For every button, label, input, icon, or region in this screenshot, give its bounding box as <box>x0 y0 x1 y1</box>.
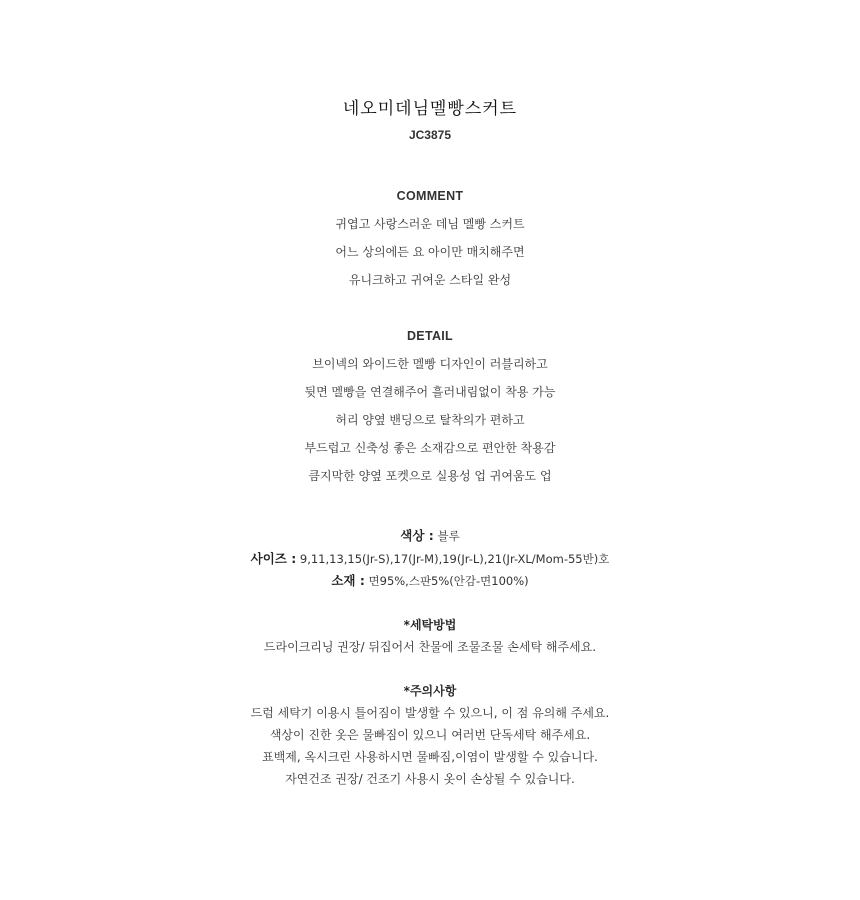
size-label: 사이즈 : <box>250 551 297 566</box>
color-spec <box>0 527 860 545</box>
size-value: 9,11,13,15(Jr-S),17(Jr-M),19(Jr-L),21(Jr-XL/Mom-55반)호 <box>299 552 610 566</box>
comment-line: 귀엽고 사랑스러운 데님 멜빵 스커트 <box>335 217 525 231</box>
detail-line: 브이넥의 와이드한 멜빵 디자인이 러블리하고 <box>312 357 548 371</box>
caution-line: 색상이 진한 옷은 물빠짐이 있으니 여러번 단독세탁 해주세요. <box>269 728 591 742</box>
comment-line: 어느 상의에든 요 아이만 매치해주면 <box>335 245 525 259</box>
material-spec <box>0 572 860 590</box>
detail-line: 부드럽고 신축성 좋은 소재감으로 편안한 착용감 <box>304 441 556 455</box>
material-value: 면95%,스판5%(안감-면100%) <box>368 574 529 588</box>
caution-line: 자연건조 권장/ 건조기 사용시 옷이 손상될 수 있습니다. <box>285 772 575 786</box>
detail-line: 큼지막한 양옆 포켓으로 실용성 업 귀여움도 업 <box>308 469 552 483</box>
caution-heading: *주의사항 <box>403 684 457 698</box>
caution-line: 드럼 세탁기 이용시 틀어짐이 발생할 수 있으니, 이 점 유의해 주세요. <box>250 706 610 720</box>
comment-heading: COMMENT <box>396 189 464 203</box>
detail-line: 허리 양옆 밴딩으로 탈착의가 편하고 <box>335 413 525 427</box>
comment-line: 유니크하고 귀여운 스타일 완성 <box>348 273 512 287</box>
detail-heading: DETAIL <box>406 329 453 343</box>
washing-line: 드라이크리닝 권장/ 뒤집어서 찬물에 조물조물 손세탁 해주세요. <box>263 640 597 654</box>
product-code: JC3875 <box>408 128 452 142</box>
color-label: 색상 : <box>400 528 434 543</box>
caution-line: 표백제, 옥시크린 사용하시면 물빠짐,이염이 발생할 수 있습니다. <box>262 750 598 764</box>
product-name: 네오미데님멜빵스커트 <box>342 99 518 119</box>
size-spec <box>0 550 860 568</box>
detail-line: 뒷면 멜빵을 연결해주어 흘러내림없이 착용 가능 <box>304 385 556 399</box>
color-value: 블루 <box>437 529 460 543</box>
material-label: 소재 : <box>331 573 365 588</box>
washing-heading: *세탁방법 <box>403 618 457 632</box>
